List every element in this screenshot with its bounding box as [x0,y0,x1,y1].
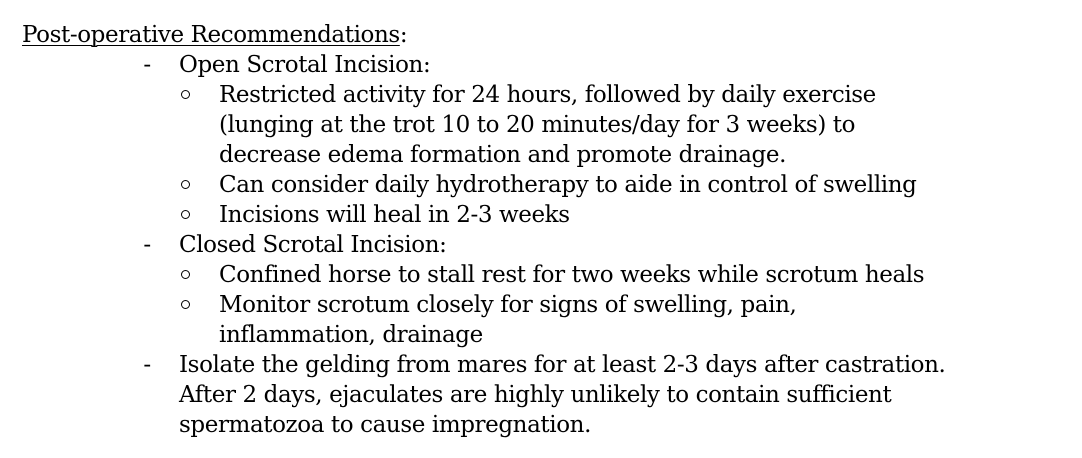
dash-bullet: - [143,52,151,78]
list-item-label: Open Scrotal Incision: [179,52,431,78]
circle-bullet-icon [181,300,190,309]
list-item-closed-scrotal-incision [22,230,1072,260]
sub-list-text-line: (lunging at the trot 10 to 20 minutes/day for 3 weeks) to [219,112,856,138]
sub-list-text-line: Can consider daily hydrotherapy to aide in control of swelling [219,172,917,198]
list-item-text-line: After 2 days, ejaculates are highly unlikely to contain sufficient [179,382,892,408]
sub-list-item [22,80,1072,170]
list-item-isolate-gelding [22,350,1072,440]
list-item-open-scrotal-incision [22,50,1072,80]
sub-list-text-line: inflammation, drainage [219,322,483,348]
sub-list-text-line: Restricted activity for 24 hours, followed by daily exercise [219,82,876,108]
section-heading [22,20,1072,50]
circle-bullet-icon [181,180,190,189]
dash-bullet: - [143,352,151,378]
sub-list-text-line: Incisions will heal in 2-3 weeks [219,202,570,228]
document-body [22,20,1072,440]
heading-title: Post-operative Recommendations [22,22,400,48]
sub-list-item [22,290,1072,350]
sub-list-text-line: decrease edema formation and promote drainage. [219,142,786,168]
sub-list-text-line: Confined horse to stall rest for two weeks while scrotum heals [219,262,925,288]
dash-bullet: - [143,232,151,258]
sub-list-item [22,200,1072,230]
circle-bullet-icon [181,210,190,219]
sub-list-text-line: Monitor scrotum closely for signs of swelling, pain, [219,292,797,318]
circle-bullet-icon [181,90,190,99]
sub-list-item [22,170,1072,200]
list-item-label: Closed Scrotal Incision: [179,232,447,258]
circle-bullet-icon [181,270,190,279]
heading-colon: : [399,22,408,48]
list-item-text-line: Isolate the gelding from mares for at least 2-3 days after castration. [179,352,946,378]
sub-list-item [22,260,1072,290]
list-item-text-line: spermatozoa to cause impregnation. [179,412,591,438]
